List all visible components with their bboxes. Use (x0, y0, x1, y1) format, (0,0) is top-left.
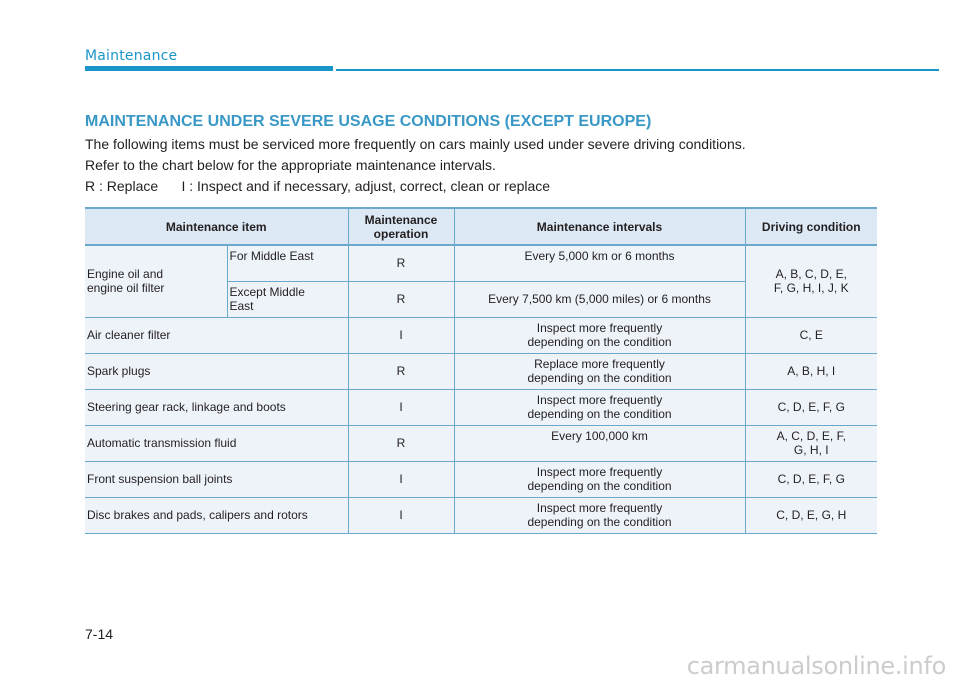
intro-line-1: The following items must be serviced more frequently on cars mainly used under severe driving conditions. (85, 136, 746, 152)
row-operation: I (348, 317, 454, 353)
table-row (85, 389, 877, 425)
engine-oil-interval-middle-east: Every 5,000 km or 6 months (454, 245, 745, 281)
table-row (85, 245, 877, 281)
row-item: Air cleaner filter (85, 317, 348, 353)
engine-oil-op-middle-east: R (348, 245, 454, 281)
table-row (85, 497, 877, 533)
page-number: 7-14 (85, 626, 114, 642)
row-interval: Inspect more frequently depending on the condition (454, 461, 745, 497)
engine-oil-item: Engine oil and engine oil filter (85, 245, 227, 317)
table-row (85, 425, 877, 461)
table-row (85, 353, 877, 389)
row-interval: Replace more frequently depending on the condition (454, 353, 745, 389)
table-row (85, 461, 877, 497)
engine-oil-condition: A, B, C, D, E, F, G, H, I, J, K (745, 245, 877, 317)
row-operation: R (348, 353, 454, 389)
row-operation: I (348, 461, 454, 497)
row-item: Front suspension ball joints (85, 461, 348, 497)
row-operation: R (348, 425, 454, 461)
header-rule-thick (85, 66, 333, 71)
header-rule-thin (336, 69, 939, 71)
engine-oil-sub-except-middle-east: Except Middle East (227, 281, 348, 317)
row-condition: A, C, D, E, F, G, H, I (745, 425, 877, 461)
header-driving-condition: Driving condition (745, 208, 877, 245)
row-condition: C, D, E, F, G (745, 461, 877, 497)
row-condition: C, E (745, 317, 877, 353)
row-interval: Inspect more frequently depending on the condition (454, 389, 745, 425)
intro-line-3: R : Replace I : Inspect and if necessary, adjust, correct, clean or replace (85, 178, 551, 194)
table-header-row (85, 208, 877, 245)
row-item: Disc brakes and pads, calipers and rotors (85, 497, 348, 533)
maintenance-table (85, 207, 877, 534)
table-row (85, 317, 877, 353)
engine-oil-interval-except-middle-east: Every 7,500 km (5,000 miles) or 6 months (454, 281, 745, 317)
row-interval: Inspect more frequently depending on the condition (454, 317, 745, 353)
row-operation: I (348, 497, 454, 533)
section-label: Maintenance (85, 48, 178, 64)
row-item: Automatic transmission fluid (85, 425, 348, 461)
intro-line-2: Refer to the chart below for the appropriate maintenance intervals. (85, 157, 496, 173)
watermark: carmanualsonline.info (686, 652, 946, 680)
row-item: Spark plugs (85, 353, 348, 389)
page-heading: MAINTENANCE UNDER SEVERE USAGE CONDITIONS (EXCEPT EUROPE) (85, 113, 652, 130)
header-maintenance-intervals: Maintenance intervals (454, 208, 745, 245)
header-maintenance-item: Maintenance item (85, 208, 348, 245)
row-operation: I (348, 389, 454, 425)
row-interval: Every 100,000 km (454, 425, 745, 461)
engine-oil-sub-middle-east: For Middle East (227, 245, 348, 281)
row-condition: C, D, E, F, G (745, 389, 877, 425)
row-condition: C, D, E, G, H (745, 497, 877, 533)
header-maintenance-operation: Maintenance operation (348, 208, 454, 245)
row-interval: Inspect more frequently depending on the condition (454, 497, 745, 533)
row-condition: A, B, H, I (745, 353, 877, 389)
row-item: Steering gear rack, linkage and boots (85, 389, 348, 425)
engine-oil-op-except-middle-east: R (348, 281, 454, 317)
